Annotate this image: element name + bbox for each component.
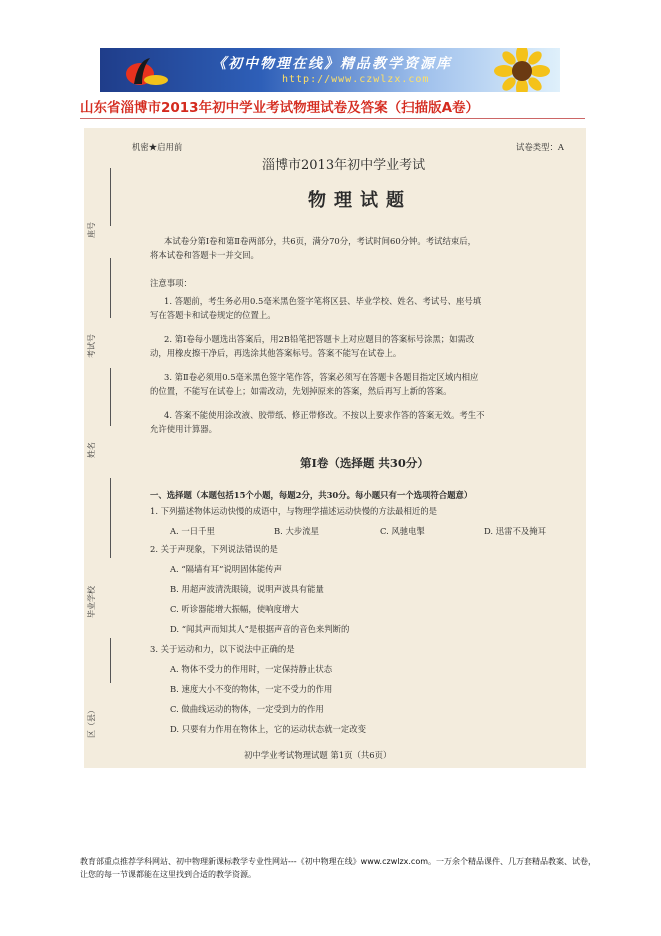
note-line: 动，用橡皮擦干净后，再选涂其他答案标号。答案不能写在试卷上。 [150, 348, 402, 358]
note-line: 4. 答案不能使用涂改液、胶带纸、修正带修改。不按以上要求作答的答案无效。考生不 [164, 410, 485, 420]
question-option: B. 大步流星 [274, 526, 319, 536]
binding-margin [84, 128, 132, 768]
exam-number-label: 考试号 [87, 334, 96, 358]
side-line [110, 638, 111, 683]
question-option: A. 物体不受力的作用时，一定保持静止状态 [170, 664, 333, 674]
question-stem: 2. 关于声现象，下列说法错误的是 [150, 544, 278, 554]
question-option: C. 风驰电掣 [380, 526, 425, 536]
site-banner [100, 48, 560, 92]
name-label: 姓名 [87, 442, 96, 458]
page-footer: 初中学业考试物理试题 第1页（共6页） [244, 750, 392, 760]
notes-title: 注意事项： [150, 278, 192, 288]
intro-line: 将本试卷和答题卡一并交回。 [150, 250, 259, 260]
confidential-mark: 机密★启用前 [132, 142, 183, 152]
promo-footer: 教育部重点推荐学科网站、初中物理新课标教学专业性网站---《初中物理在线》www.czwlzx.com。一万余个精品课件、几万套精品教案、试卷，让您的每一节课都能在这里找到合适的教学资源。 [80, 857, 597, 879]
question-option: B. 速度大小不变的物体，一定不受力的作用 [170, 684, 333, 694]
question-option: C. 听诊器能增大振幅，使响度增大 [170, 604, 299, 614]
side-line [110, 168, 111, 226]
banner-title: 《初中物理在线》精品教学资源库 [212, 56, 452, 72]
document-title: 山东省淄博市2013年初中学业考试物理试卷及答案（扫描版A卷） [80, 100, 480, 116]
graduate-school-label: 毕业学校 [87, 586, 96, 618]
question-option: A. “隔墙有耳”说明固体能传声 [170, 564, 283, 574]
title-divider [80, 118, 585, 119]
side-line [110, 478, 111, 558]
side-line [110, 258, 111, 318]
section-title: 第Ⅰ卷（选择题 共30分） [300, 456, 429, 470]
district-label: 区（县） [87, 706, 96, 738]
sunflower-icon [482, 48, 552, 92]
question-option: A. 一日千里 [170, 526, 215, 536]
scanned-exam-page [84, 128, 586, 768]
seat-number-label: 座号 [87, 222, 96, 238]
question-option: D. 只要有力作用在物体上，它的运动状态就一定改变 [170, 724, 366, 734]
paper-type: 试卷类型：A [516, 142, 564, 152]
question-option: C. 做曲线运动的物体，一定受到力的作用 [170, 704, 324, 714]
note-line: 写在答题卡和试卷规定的位置上。 [150, 310, 276, 320]
question-stem: 3. 关于运动和力，以下说法中正确的是 [150, 644, 295, 654]
banner-url[interactable]: http://www.czwlzx.com [282, 74, 430, 85]
question-stem: 1. 下列描述物体运动快慢的成语中，与物理学描述运动快慢的方法最相近的是 [150, 506, 438, 516]
note-line: 的位置，不能写在试卷上；如需改动，先划掉原来的答案，然后再写上新的答案。 [150, 386, 452, 396]
note-line: 1. 答题前，考生务必用0.5毫米黑色签字笔将区县、毕业学校、姓名、考试号、座号填 [164, 296, 482, 306]
subject-title: 物理试题 [308, 190, 412, 211]
site-logo-icon [120, 54, 176, 88]
question-option: D. 迅雷不及掩耳 [484, 526, 546, 536]
note-line: 允许使用计算器。 [150, 424, 217, 434]
intro-line: 本试卷分第Ⅰ卷和第Ⅱ卷两部分，共6页，满分70分，考试时间60分钟。考试结束后， [164, 236, 477, 246]
section-intro: 一、选择题（本题包括15个小题，每题2分，共30分。每小题只有一个选项符合题意） [150, 490, 473, 500]
side-line [110, 368, 111, 426]
question-option: B. 用超声波清洗眼镜，说明声波具有能量 [170, 584, 324, 594]
note-line: 2. 第Ⅰ卷每小题选出答案后，用2B铅笔把答题卡上对应题目的答案标号涂黑；如需改 [164, 334, 475, 344]
question-option: D. “闻其声而知其人”是根据声音的音色来判断的 [170, 624, 350, 634]
exam-title: 淄博市2013年初中学业考试 [262, 158, 426, 173]
note-line: 3. 第Ⅱ卷必须用0.5毫米黑色签字笔作答，答案必须写在答题卡各题目指定区域内相应 [164, 372, 479, 382]
